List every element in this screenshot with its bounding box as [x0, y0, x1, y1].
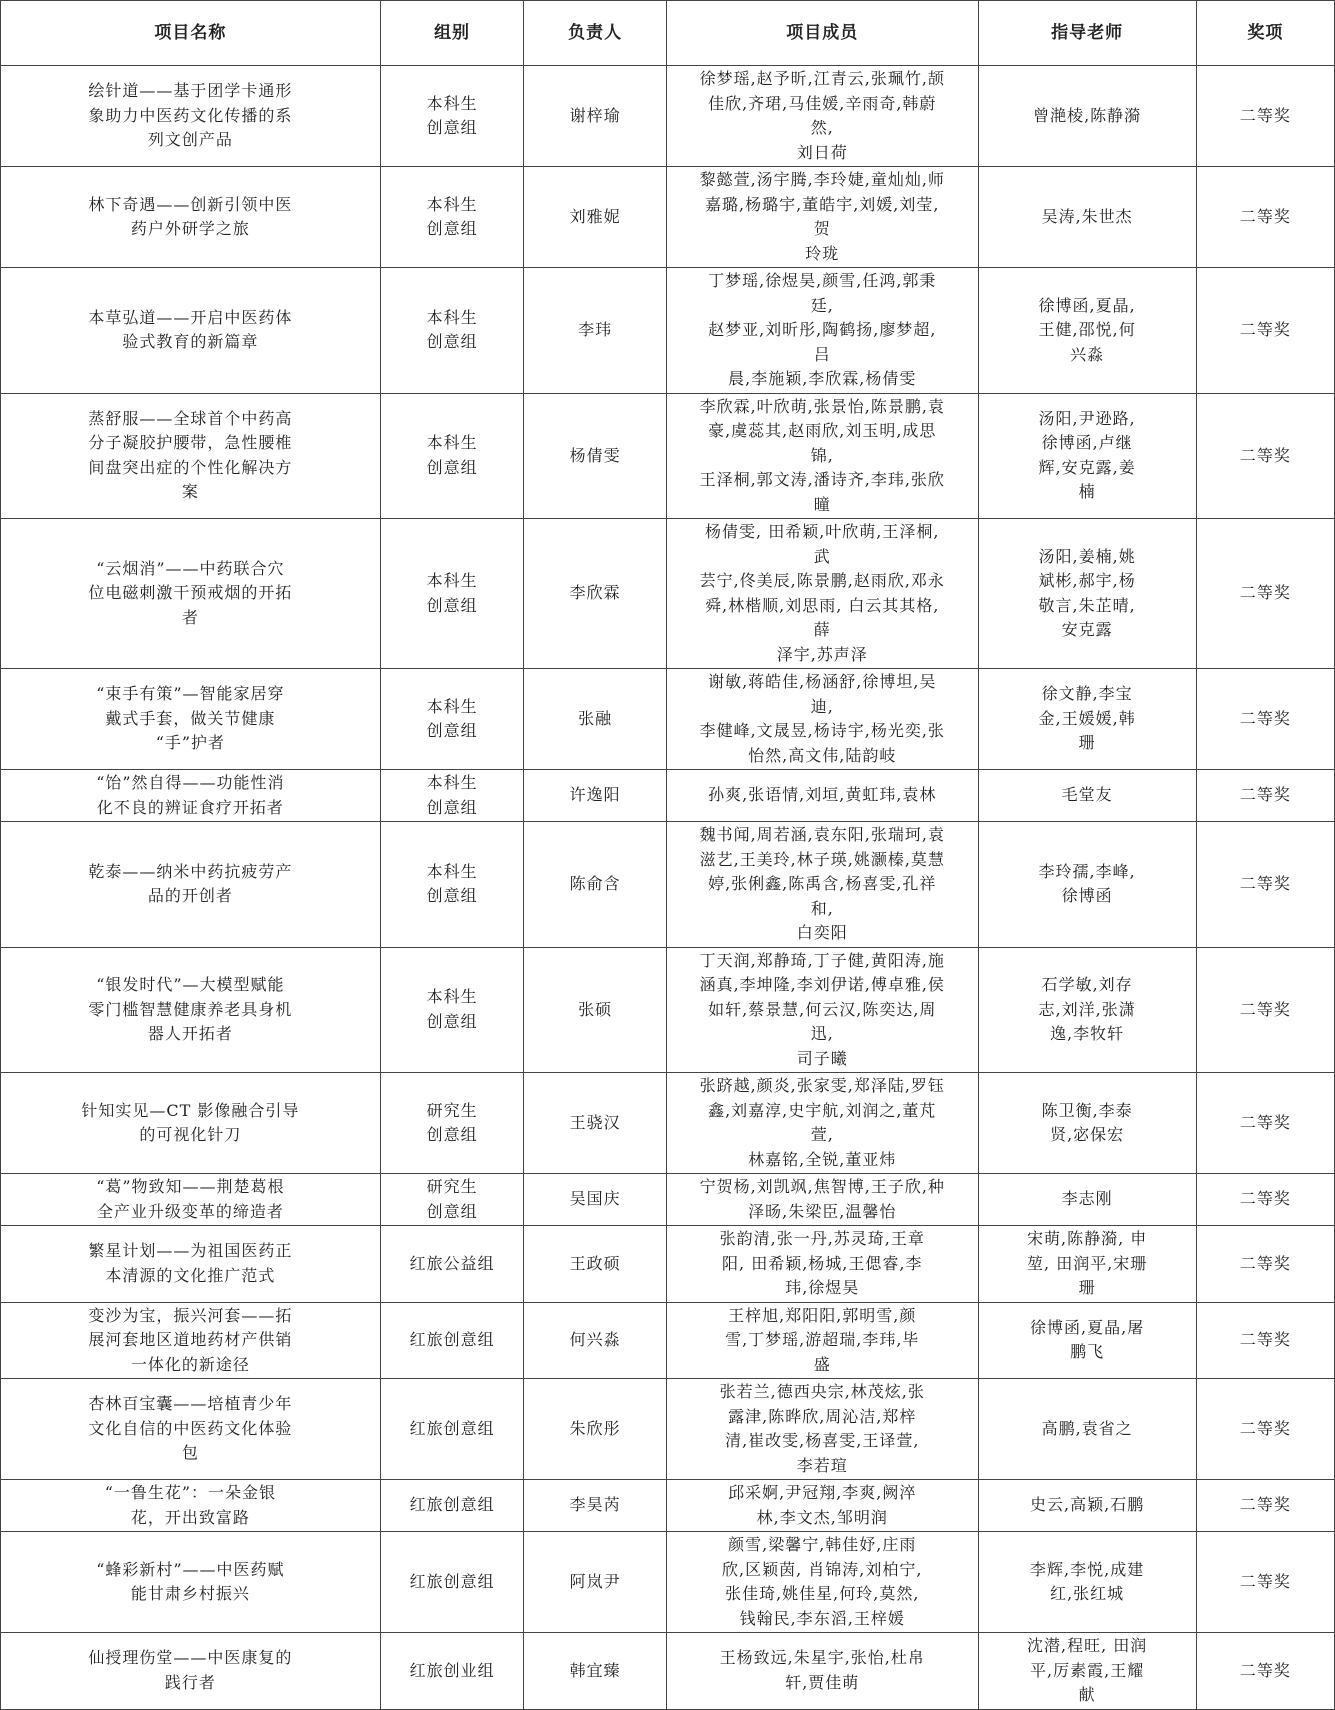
cell-advisor-text: 高鹏,袁省之: [1041, 1418, 1133, 1438]
cell-project-name-text: “饴”然自得——功能性消 化不良的辨证食疗开拓者: [96, 773, 285, 817]
header-row: [1, 1, 1335, 66]
cell-group: [380, 1633, 524, 1710]
cell-advisor: [978, 1226, 1196, 1303]
cell-project-name-text: 繁星计划——为祖国医药正 本清源的文化推广范式: [88, 1241, 293, 1285]
table-row: [1, 1480, 1335, 1532]
cell-award-text: 二等奖: [1239, 708, 1291, 728]
cell-group: [380, 669, 524, 770]
cell-award: [1196, 393, 1334, 519]
cell-group-text: 本科生 创意组: [426, 773, 478, 817]
cell-award: [1196, 268, 1334, 394]
cell-leader-text: 张融: [578, 708, 613, 728]
table-row: [1, 669, 1335, 770]
cell-advisor: [978, 1379, 1196, 1480]
cell-project-name-text: 仙授理伤堂——中医康复的 践行者: [88, 1648, 293, 1692]
cell-advisor-text: 毛堂友: [1061, 785, 1113, 805]
table-row: [1, 167, 1335, 268]
table-row: [1, 519, 1335, 669]
cell-leader: [524, 519, 667, 669]
cell-leader-text: 阿岚尹: [569, 1571, 621, 1591]
cell-leader: [524, 1633, 667, 1710]
cell-advisor: [978, 66, 1196, 167]
cell-members: [666, 947, 978, 1073]
cell-leader-text: 杨倩雯: [569, 445, 621, 465]
cell-project-name-text: 蒸舒服——全球首个中药高 分子凝胶护腰带，急性腰椎 间盘突出症的个性化解决方 案: [88, 408, 293, 502]
cell-members: [666, 822, 978, 948]
cell-award-text: 二等奖: [1239, 1495, 1291, 1515]
cell-members: [666, 1302, 978, 1379]
table-row: [1, 1174, 1335, 1226]
cell-members: [666, 1379, 978, 1480]
cell-advisor: [978, 1633, 1196, 1710]
cell-leader: [524, 1532, 667, 1633]
cell-award: [1196, 1532, 1334, 1633]
cell-leader: [524, 167, 667, 268]
cell-project-name-text: “一鲁生花”：一朵金银 花，开出致富路: [104, 1483, 277, 1527]
cell-group-text: 本科生 创意组: [426, 696, 478, 740]
cell-group: [380, 519, 524, 669]
cell-advisor: [978, 1480, 1196, 1532]
cell-advisor: [978, 167, 1196, 268]
cell-group-text: 红旅创意组: [409, 1418, 495, 1438]
cell-group: [380, 268, 524, 394]
cell-award: [1196, 167, 1334, 268]
cell-members-text: 王梓旭,郑阳阳,郭明雪,颜 雪,丁梦瑶,游超瑞,李玮,毕 盛: [725, 1305, 920, 1374]
cell-award: [1196, 770, 1334, 822]
cell-project-name-text: “束手有策”—智能家居穿 戴式手套，做关节健康 “手”护者: [96, 684, 285, 753]
cell-members: [666, 770, 978, 822]
cell-group-text: 本科生 创意组: [426, 987, 478, 1031]
cell-leader: [524, 1073, 667, 1174]
cell-award: [1196, 1379, 1334, 1480]
cell-group-text: 本科生 创意组: [426, 433, 478, 477]
cell-leader: [524, 1379, 667, 1480]
cell-leader: [524, 268, 667, 394]
cell-project-name-text: 绘针道——基于团学卡通形 象助力中医药文化传播的系 列文创产品: [88, 81, 293, 150]
cell-award-text: 二等奖: [1239, 785, 1291, 805]
cell-project-name: [1, 519, 381, 669]
cell-members: [666, 1480, 978, 1532]
cell-project-name: [1, 393, 381, 519]
cell-advisor: [978, 519, 1196, 669]
cell-award: [1196, 669, 1334, 770]
cell-members-text: 丁梦瑶,徐煜昊,颜雪,任鸿,郭秉 廷, 赵梦亚,刘昕彤,陶鹤扬,廖梦超, 吕 晨,李施颖,李欣霖,杨倩雯: [708, 271, 937, 388]
cell-project-name: [1, 822, 381, 948]
cell-leader-text: 陈俞含: [569, 874, 621, 893]
cell-group-text: 研究生 创意组: [426, 1177, 478, 1221]
cell-members-text: 孙爽,张语情,刘垣,黄虹玮,袁林: [708, 785, 937, 805]
cell-leader-text: 吴国庆: [569, 1189, 621, 1209]
table-row: [1, 1226, 1335, 1303]
cell-group: [380, 947, 524, 1073]
cell-group-text: 红旅创意组: [409, 1571, 495, 1591]
table-row: [1, 66, 1335, 167]
cell-award: [1196, 1073, 1334, 1174]
cell-leader: [524, 1174, 667, 1226]
cell-members-text: 张韵清,张一丹,苏灵琦,王章 阳, 田希颖,杨城,王偲睿,李 玮,徐煜昊: [719, 1229, 925, 1297]
cell-members: [666, 669, 978, 770]
cell-group: [380, 1480, 524, 1532]
cell-project-name-text: 针知实见—CT 影像融合引导 的可视化针刀: [81, 1100, 300, 1144]
cell-members: [666, 268, 978, 394]
cell-group: [380, 770, 524, 822]
cell-group-text: 本科生 创意组: [426, 571, 478, 615]
cell-advisor-text: 徐博函,夏晶, 王健,邵悦,何 兴淼: [1038, 295, 1136, 364]
cell-members-text: 魏书闻,周若涵,袁东阳,张瑞珂,袁 滋艺,王美玲,林子瑛,姚灏榛,莫慧 婷,张俐鑫,陈禹含,杨喜雯,孔祥 和, 白奕阳: [699, 825, 945, 942]
cell-group-text: 本科生 创意组: [426, 861, 478, 906]
cell-group-text: 本科生 创意组: [426, 93, 478, 137]
table-row: [1, 770, 1335, 822]
cell-leader: [524, 669, 667, 770]
cell-members-text: 李欣霖,叶欣萌,张景怡,陈景鹏,袁 豪,虞蕊其,赵雨欣,刘玉明,成思 锦, 王泽桐,郭文涛,潘诗齐,李玮,张欣 曈: [699, 396, 945, 514]
cell-leader: [524, 393, 667, 519]
cell-advisor: [978, 1073, 1196, 1174]
cell-members-text: 杨倩雯, 田希颖,叶欣萌,王泽桐, 武 芸宁,佟美辰,陈景鹏,赵雨欣,邓永 舜,林楷顺,刘思雨, 白云其其格, 薛 泽宇,苏声泽: [699, 522, 945, 664]
cell-leader-text: 朱欣彤: [569, 1418, 621, 1438]
cell-project-name-text: 乾泰——纳米中药抗疲劳产 品的开创者: [88, 861, 293, 906]
cell-leader-text: 谢梓瑜: [569, 105, 621, 125]
cell-advisor-text: 石学敏,刘存 志,刘洋,张潇 逸,李牧轩: [1038, 975, 1136, 1043]
table-row: [1, 1302, 1335, 1379]
cell-advisor-text: 曾滟棱,陈静漪: [1033, 105, 1142, 125]
cell-advisor-text: 沈潜,程旺, 田润 平,厉素霞,王耀 献: [1027, 1636, 1148, 1704]
cell-leader: [524, 1480, 667, 1532]
table-row: [1, 1532, 1335, 1633]
cell-project-name: [1, 167, 381, 268]
cell-project-name: [1, 1226, 381, 1303]
cell-project-name-text: 本草弘道——开启中医药体 验式教育的新篇章: [88, 307, 293, 352]
cell-award-text: 二等奖: [1239, 1189, 1291, 1209]
table-header: [1, 1, 1335, 66]
cell-award-text: 二等奖: [1239, 999, 1291, 1019]
cell-project-name-text: “云烟消”——中药联合穴 位电磁刺激干预戒烟的开拓 者: [88, 558, 293, 627]
cell-advisor: [978, 268, 1196, 394]
cell-leader-text: 王政硕: [569, 1253, 621, 1273]
cell-group: [380, 167, 524, 268]
cell-group-text: 红旅创业组: [409, 1660, 495, 1680]
cell-leader: [524, 1302, 667, 1379]
cell-award-text: 二等奖: [1239, 583, 1291, 603]
cell-advisor-text: 李玲孺,李峰, 徐博函: [1038, 861, 1136, 906]
cell-award-text: 二等奖: [1239, 320, 1291, 339]
cell-members: [666, 1174, 978, 1226]
cell-project-name-text: 林下奇遇——创新引领中医 药户外研学之旅: [88, 194, 293, 238]
cell-leader-text: 刘雅妮: [569, 206, 621, 226]
cell-project-name: [1, 770, 381, 822]
cell-leader-text: 李欣霖: [569, 583, 621, 603]
cell-group-text: 红旅公益组: [409, 1253, 495, 1273]
cell-project-name: [1, 1174, 381, 1226]
cell-group: [380, 393, 524, 519]
cell-project-name-text: “蜂彩新村”——中医药赋 能甘肃乡村振兴: [96, 1559, 285, 1603]
cell-group: [380, 1073, 524, 1174]
cell-project-name: [1, 1633, 381, 1710]
cell-leader-text: 张硕: [578, 999, 613, 1019]
cell-members-text: 徐梦瑶,赵予昕,江青云,张珮竹,颉 佳欣,齐珺,马佳媛,辛雨奇,韩蔚 然, 刘日荷: [699, 69, 945, 162]
table-row: [1, 947, 1335, 1073]
cell-advisor-text: 史云,高颖,石鹏: [1030, 1495, 1145, 1515]
cell-group: [380, 1379, 524, 1480]
cell-members-text: 丁天润,郑静琦,丁子健,黄阳涛,施 涵真,李坤隆,李刘伊诺,傅卓雅,侯 如轩,蔡景慧,何云汉,陈奕达,周 迅, 司子曦: [699, 950, 945, 1068]
cell-award: [1196, 1633, 1334, 1710]
header-advisor: 指导老师: [978, 1, 1196, 66]
cell-advisor: [978, 947, 1196, 1073]
cell-group: [380, 822, 524, 948]
table-row: [1, 1073, 1335, 1174]
cell-leader: [524, 947, 667, 1073]
header-members: 项目成员: [666, 1, 978, 66]
cell-award-text: 二等奖: [1239, 874, 1291, 893]
cell-members-text: 张跻越,颜炎,张家雯,郑泽陆,罗钰 鑫,刘嘉淳,史宇航,刘润之,董芃 萱, 林嘉铭,全锐,董亚炜: [699, 1076, 945, 1169]
table-body: [1, 66, 1335, 1710]
cell-advisor: [978, 1174, 1196, 1226]
cell-project-name: [1, 1302, 381, 1379]
cell-members: [666, 1073, 978, 1174]
cell-group-text: 本科生 创意组: [426, 307, 478, 352]
cell-advisor-text: 吴涛,朱世杰: [1041, 206, 1133, 226]
cell-members-text: 王杨致远,朱星宇,张怡,杜帛 轩,贾佳萌: [719, 1648, 925, 1692]
cell-members: [666, 167, 978, 268]
cell-project-name-text: 杏林百宝囊——培植青少年 文化自信的中医药文化体验 包: [88, 1394, 293, 1463]
cell-members: [666, 393, 978, 519]
cell-leader-text: 何兴淼: [569, 1330, 621, 1349]
cell-group: [380, 1226, 524, 1303]
cell-group-text: 研究生 创意组: [426, 1100, 478, 1144]
header-award: 奖项: [1196, 1, 1334, 66]
cell-award: [1196, 1174, 1334, 1226]
cell-leader: [524, 770, 667, 822]
cell-award-text: 二等奖: [1239, 1253, 1291, 1273]
cell-advisor: [978, 770, 1196, 822]
cell-members-text: 邱采婀,尹冠翔,李爽,阙淬 林,李文杰,邹明润: [728, 1483, 917, 1527]
cell-leader-text: 韩宜臻: [569, 1660, 621, 1680]
cell-advisor: [978, 393, 1196, 519]
cell-group: [380, 66, 524, 167]
cell-advisor: [978, 669, 1196, 770]
table-row: [1, 268, 1335, 394]
cell-group-text: 红旅创意组: [409, 1330, 495, 1349]
cell-members: [666, 1226, 978, 1303]
cell-project-name: [1, 66, 381, 167]
cell-award-text: 二等奖: [1239, 105, 1291, 125]
cell-advisor-text: 陈卫衡,李泰 贤,宓保宏: [1041, 1100, 1133, 1144]
cell-advisor-text: 李志刚: [1061, 1189, 1113, 1209]
cell-leader-text: 李玮: [578, 320, 613, 339]
cell-advisor-text: 徐博函,夏晶,屠 鹏飞: [1030, 1317, 1145, 1362]
cell-project-name: [1, 1532, 381, 1633]
cell-project-name: [1, 1480, 381, 1532]
cell-award-text: 二等奖: [1239, 1571, 1291, 1591]
cell-award: [1196, 519, 1334, 669]
cell-award: [1196, 1226, 1334, 1303]
cell-group-text: 本科生 创意组: [426, 194, 478, 238]
cell-members: [666, 1633, 978, 1710]
cell-members-text: 颜雪,梁馨宁,韩佳妤,庄雨 欣,区颖茵, 肖锦涛,刘柏宁, 张佳琦,姚佳星,何玲,莫然, 钱翰民,李东滔,王梓媛: [722, 1535, 923, 1628]
cell-advisor-text: 宋萌,陈静漪, 申 堃, 田润平,宋珊 珊: [1027, 1229, 1148, 1297]
cell-project-name: [1, 1073, 381, 1174]
table-row: [1, 822, 1335, 948]
cell-project-name: [1, 268, 381, 394]
cell-group: [380, 1174, 524, 1226]
cell-award-text: 二等奖: [1239, 445, 1291, 465]
cell-project-name: [1, 669, 381, 770]
cell-award-text: 二等奖: [1239, 206, 1291, 226]
cell-leader-text: 李昊芮: [569, 1495, 621, 1515]
cell-group-text: 红旅创意组: [409, 1495, 495, 1515]
cell-leader-text: 许逸阳: [569, 785, 621, 805]
cell-leader: [524, 66, 667, 167]
cell-advisor-text: 徐文静,李宝 金,王媛媛,韩 珊: [1038, 684, 1136, 753]
header-leader: 负责人: [524, 1, 667, 66]
cell-project-name: [1, 947, 381, 1073]
cell-award-text: 二等奖: [1239, 1660, 1291, 1680]
cell-members-text: 黎懿萱,汤宇腾,李玲婕,童灿灿,师 嘉璐,杨璐宇,董皓宇,刘媛,刘莹, 贺 玲珑: [699, 170, 945, 263]
cell-advisor: [978, 1302, 1196, 1379]
cell-members: [666, 519, 978, 669]
cell-award: [1196, 822, 1334, 948]
cell-award-text: 二等奖: [1239, 1112, 1291, 1132]
cell-members-text: 宁贺杨,刘凯飒,焦智博,王子欣,种 泽旸,朱梁臣,温馨怡: [699, 1177, 945, 1221]
cell-project-name-text: “葛”物致知——荆楚葛根 全产业升级变革的缔造者: [96, 1177, 285, 1221]
cell-advisor: [978, 822, 1196, 948]
cell-award-text: 二等奖: [1239, 1330, 1291, 1349]
cell-leader: [524, 1226, 667, 1303]
cell-members-text: 谢敏,蒋皓佳,杨涵舒,徐博坦,吴 迪, 李健峰,文晟昱,杨诗宇,杨光奕,张 怡然,高文伟,陆韵岐: [699, 672, 945, 765]
cell-project-name-text: “银发时代”—大模型赋能 零门槛智慧健康养老具身机 器人开拓者: [88, 975, 293, 1043]
table-row: [1, 1379, 1335, 1480]
cell-advisor-text: 汤阳,姜楠,姚 斌彬,郝宇,杨 敬言,朱芷晴, 安克露: [1038, 546, 1136, 639]
header-project-name: 项目名称: [1, 1, 381, 66]
header-group: 组别: [380, 1, 524, 66]
cell-group: [380, 1532, 524, 1633]
table-row: [1, 1633, 1335, 1710]
cell-project-name-text: 变沙为宝，振兴河套——拓 展河套地区道地药材产供销 一体化的新途径: [88, 1305, 293, 1374]
cell-award-text: 二等奖: [1239, 1418, 1291, 1438]
cell-leader: [524, 822, 667, 948]
cell-members-text: 张若兰,德西央宗,林茂炫,张 露津,陈晔欣,周沁洁,郑梓 清,崔改雯,杨喜雯,王译萱, 李若瑄: [719, 1382, 925, 1475]
cell-award: [1196, 66, 1334, 167]
cell-award: [1196, 947, 1334, 1073]
cell-leader-text: 王骁汉: [569, 1112, 621, 1132]
cell-award: [1196, 1302, 1334, 1379]
cell-project-name: [1, 1379, 381, 1480]
cell-award: [1196, 1480, 1334, 1532]
cell-advisor: [978, 1532, 1196, 1633]
cell-members: [666, 66, 978, 167]
cell-group: [380, 1302, 524, 1379]
cell-advisor-text: 汤阳,尹逊路, 徐博函,卢继 辉,安克露,姜 楠: [1038, 408, 1136, 502]
table-row: [1, 393, 1335, 519]
cell-members: [666, 1532, 978, 1633]
cell-advisor-text: 李辉,李悦,成建 红,张红城: [1030, 1559, 1145, 1603]
